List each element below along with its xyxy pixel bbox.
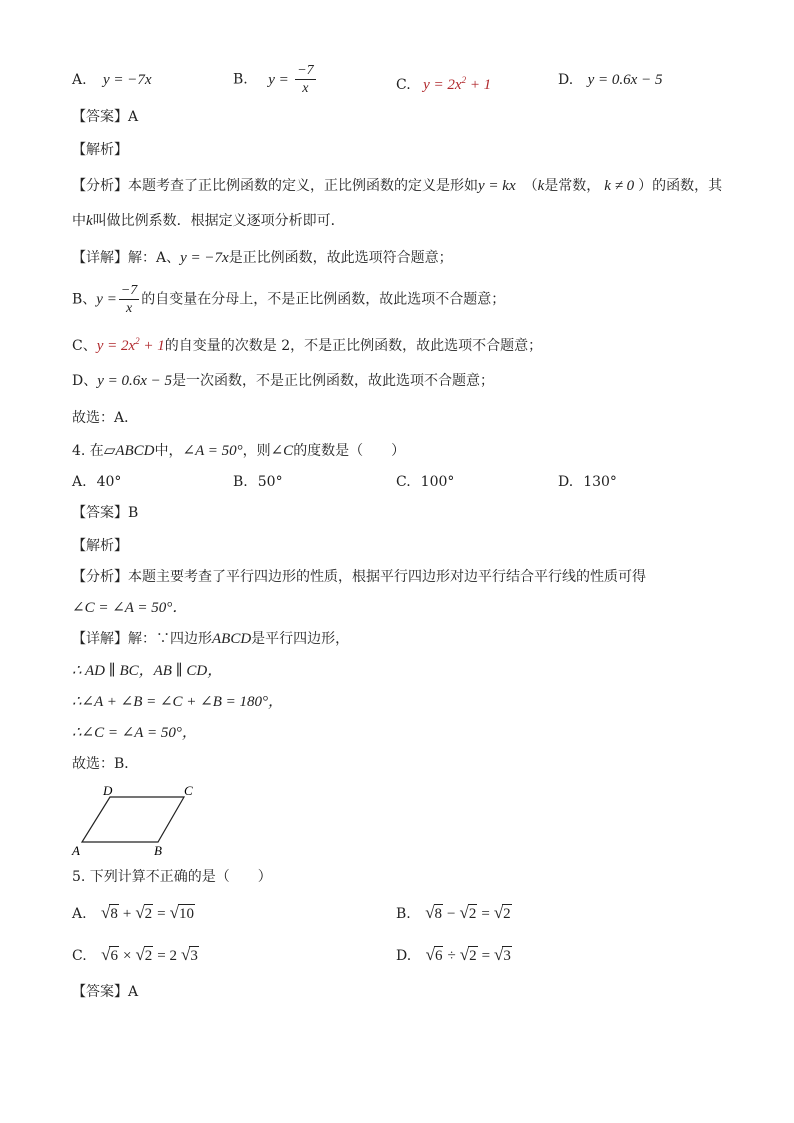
text: 中， (154, 443, 183, 459)
operator: ÷ (447, 948, 456, 964)
q5-option-a (72, 903, 195, 924)
text: 是平行四边形， (251, 631, 350, 647)
fraction-numerator: −7 (120, 283, 138, 298)
q5-stem: 5. 下列计算不正确的是（ ） (72, 869, 272, 885)
math-expression: k ≠ 0 (604, 178, 635, 194)
q4-choose: 故选：B． (72, 756, 139, 772)
radicand: 2 (144, 948, 153, 964)
option-value: 130° (583, 474, 617, 490)
math-exponent: 2 (461, 75, 467, 85)
q3-detail-a (72, 248, 453, 268)
sqrt-expression: √ 2 (135, 903, 153, 922)
text: 【分析】本题考查了正比例函数的定义，正比例函数的定义是形如 (72, 178, 478, 194)
q3-detail-b (72, 282, 505, 317)
vertex-label-b: B (154, 843, 162, 858)
text: ）的函数，其 (638, 178, 723, 194)
math-expression: y = −7x (180, 250, 229, 266)
q5-option-d (396, 945, 512, 966)
q4-analysis-line-2: ∠C = ∠A = 50°． (72, 600, 188, 616)
math-expression: y = (96, 291, 117, 308)
q5-option-b (396, 903, 512, 924)
sqrt-expression: √ 6 (425, 945, 443, 964)
text: ，则 (242, 443, 271, 459)
fraction (295, 62, 315, 97)
q4-step-1: ∴ AD ∥ BC，AB ∥ CD， (72, 663, 223, 679)
math-expression-tail: + 1 (466, 77, 492, 93)
math-expression: ∠A = 50° (182, 443, 243, 459)
radicand: 2 (144, 906, 153, 922)
radicand: 2 (469, 948, 477, 964)
option-label: B. (233, 71, 248, 88)
math-expression: ▱ABCD (103, 443, 155, 459)
text: 是正比例函数，故此选项符合题意； (228, 250, 453, 266)
text: 4. 在 (72, 443, 104, 459)
q3-option-d (558, 70, 662, 90)
q4-answer: 【答案】B (72, 505, 139, 521)
q3-analysis-heading: 【解析】 (72, 142, 128, 158)
q3-option-a (72, 70, 152, 90)
option-value: 40° (96, 474, 122, 490)
sqrt-expression: √ 2 (493, 903, 511, 922)
math-variable: k (537, 178, 545, 194)
sqrt-expression: √ 2 (459, 903, 477, 922)
q4-step-3: ∴∠C = ∠A = 50°， (72, 725, 197, 741)
q3-option-c (396, 70, 491, 95)
fraction-denominator: x (302, 81, 309, 96)
operator: × (122, 948, 132, 964)
option-value: 50° (257, 474, 283, 490)
fraction (119, 282, 139, 317)
sqrt-expression: √ 6 (101, 945, 118, 964)
text: （ (523, 178, 538, 194)
radicand: 8 (110, 906, 118, 922)
q4-analysis-line-1: 【分析】本题主要考查了平行四边形的性质，根据平行四边形对边平行结合平行线的性质可得 (72, 569, 646, 585)
q3-option-b (233, 62, 318, 97)
q3-answer: 【答案】A (72, 109, 139, 125)
math-exponent: 2 (135, 336, 140, 346)
math-expression: y = 2x (423, 77, 462, 93)
q4-detail (72, 629, 349, 649)
text: 【详解】解：∵四边形 (72, 631, 212, 647)
q3-analysis-line-2 (72, 211, 345, 231)
vertex-label-c: C (184, 783, 193, 798)
parallelogram-shape (82, 797, 184, 842)
sqrt-expression: √ 3 (181, 945, 198, 964)
q3-detail-c (72, 331, 542, 356)
equals: = (157, 906, 166, 922)
option-label: C. (396, 474, 411, 490)
equals: = 2 (157, 948, 177, 964)
q3-analysis-line-1 (72, 176, 722, 196)
text: 叫做比例系数．根据定义逐项分析即可． (92, 213, 345, 229)
vertex-label-a: A (72, 843, 80, 858)
sqrt-expression: √ 8 (425, 903, 443, 922)
option-label: A. (72, 474, 87, 490)
math-expression: y = kx (478, 178, 516, 194)
q4-analysis-heading: 【解析】 (72, 538, 128, 554)
text: 的自变量在分母上，不是正比例函数，故此选项不合题意； (141, 291, 506, 308)
math-expression: y = 2x (96, 338, 136, 354)
radicand: 2 (468, 906, 477, 922)
text: 中 (72, 213, 86, 229)
q3-detail-d (72, 371, 494, 391)
math-expression-tail: + 1 (139, 338, 165, 354)
fraction-numerator: −7 (297, 63, 314, 78)
operator: + (122, 906, 132, 922)
q4-option-d (558, 472, 617, 492)
option-label: D. (558, 474, 574, 490)
q5-answer: 【答案】A (72, 984, 139, 1000)
equals: = (481, 906, 490, 922)
vertex-label-d: D (103, 783, 113, 798)
q5-option-c (72, 945, 199, 966)
radicand: 3 (190, 948, 198, 964)
math-expression: y = 0.6x − 5 (587, 72, 663, 88)
operator: − (447, 906, 456, 922)
option-label: D. (558, 72, 574, 88)
option-label: C. (72, 948, 87, 964)
text: C、 (72, 338, 97, 354)
option-label: B. (396, 906, 411, 922)
equals: = (481, 948, 491, 964)
q4-option-a (72, 472, 121, 492)
math-expression: ∠C (270, 443, 294, 459)
math-expression: y = −7x (103, 72, 152, 88)
text: 的自变量的次数是 2，不是正比例函数，故此选项不合题意； (164, 338, 543, 354)
radicand: 6 (434, 948, 443, 964)
radicand: 2 (503, 906, 511, 922)
math-expression: y = (268, 71, 289, 88)
radicand: 10 (178, 906, 194, 922)
radicand: 6 (110, 948, 118, 964)
option-label: A. (72, 906, 87, 922)
sqrt-expression: √ 3 (494, 945, 511, 964)
q3-choose: 故选：A． (72, 410, 139, 426)
text: 是常数， (544, 178, 601, 194)
option-label: B. (233, 474, 248, 490)
radicand: 3 (503, 948, 511, 964)
option-label: A. (72, 72, 87, 88)
q4-step-2: ∴∠A + ∠B = ∠C + ∠B = 180°， (72, 694, 284, 710)
text: D、 (72, 373, 98, 389)
q4-option-c (396, 472, 454, 492)
fraction-denominator: x (125, 301, 133, 316)
sqrt-expression: √ 10 (169, 903, 194, 922)
sqrt-expression: √ 2 (135, 945, 153, 964)
option-label: D. (396, 948, 412, 964)
option-value: 100° (420, 474, 455, 490)
text: 是一次函数，不是正比例函数，故此选项不合题意； (172, 373, 495, 389)
math-variable: k (86, 213, 93, 229)
math-expression: y = 0.6x − 5 (97, 373, 173, 389)
parallelogram-figure (68, 780, 208, 860)
text: B、 (72, 291, 97, 308)
math-expression: ABCD (212, 631, 252, 647)
q4-option-b (233, 472, 283, 492)
option-label: C. (396, 77, 411, 93)
text: 的度数是（ ） (293, 443, 406, 459)
radicand: 8 (434, 906, 443, 922)
sqrt-expression: √ 8 (101, 903, 118, 922)
sqrt-expression: √ 2 (459, 945, 477, 964)
q4-stem (72, 441, 405, 461)
text: 【详解】解：A、 (72, 250, 181, 266)
